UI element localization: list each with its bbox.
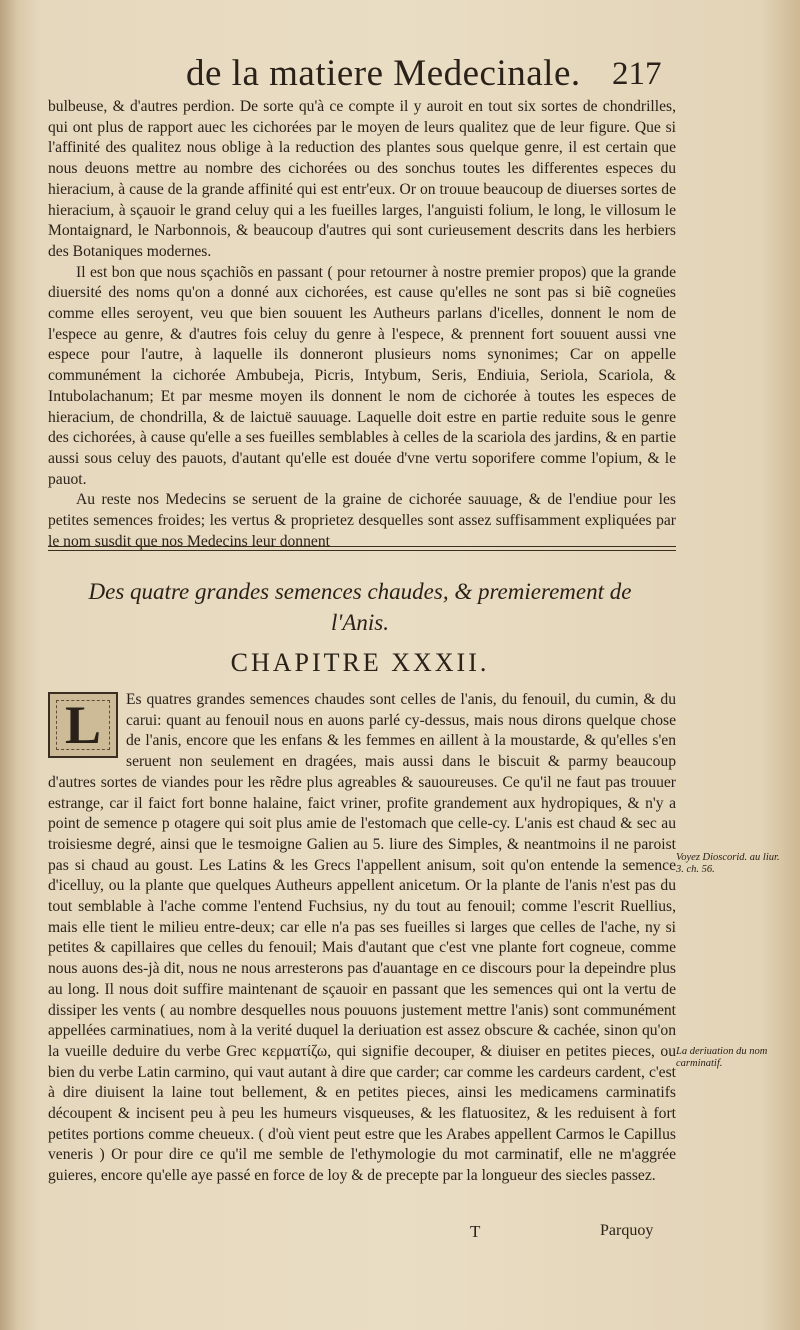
drop-cap-letter: L [64,694,102,755]
chapter-heading: CHAPITRE XXXII. [230,648,490,677]
page-number: 217 [612,56,662,92]
section-divider [48,546,676,551]
drop-cap-initial [48,692,118,758]
margin-note: La deriuation du nom carminatif. [676,1046,768,1069]
chapter-text-block [48,690,676,1187]
running-title: de la matiere Medecinale. [186,53,581,94]
catchword: Parquoy [600,1222,654,1239]
section-title: Des quatre grandes semences chaudes, & premierement de l'Anis. [88,579,632,635]
page-header [0,52,800,102]
top-text-block [48,97,676,552]
chapter-paragraph: Es quatres grandes semences chaudes sont celles de l'anis, du fenouil, du cumin, & du carui: quant au fenouil nous en auons parlé cy-dessus, mais nous dirons quelque chose de l'anis, encore que les enfans & les femmes en aillent à la moustarde, & qu'elles s'en seruent non seulement en dragées, mais aussi dans le biscuit & parmy beaucoup d'autres sortes de viandes pour les rẽdre plus agreables & sauoureuses. Ce qu'il ne faut pas trouuer estrange, car il faict fort bonne halaine, faict vriner, profite grandement aux hydropiques, & n'y a point de semence p otagere qui soit plus amie de l'estomach que celle-cy. L'anis est chaud & sec au troisiesme degré, ainsi que le tesmoigne Galien au 5. liure des Simples, & neantmoins il ne paroist pas si chaud au goust. Les Latins & les Grecs l'appellent anisum, soit qu'on entende la semence d'icelluy, ou la plante que quelques Autheurs appellent anicetum. Or la plante de l'anis n'est pas du tout semblable à l'ache comme l'entend Fuchsius, ny du tout au fenouil; comme l'escrit Ruellius, mais elle tient le milieu entre-deux; car elle n'a pas ses fueilles si larges que celles de l'ache, ny si petites & capillaires que celles du fenouil; Mais d'autant que c'est vne plante fort cogneue, comme nous auons des-jà dit, nous ne nous arresterons pas d'auantage en ce discours pour la depeindre plus au long. Il nous doit suffire maintenant de sçauoir en passant que les semences qui ont la vertu de dissiper les vents ( au nombre desquelles nous pouuons justement mettre l'anis) sont communément appellées carminatiues, nom à la verité duquel la deriuation est assez obscure & cachée, sinon qu'on la vueille deduire du verbe Grec κερματίζω, qui signifie decouper, & diuiser en petites pieces, ou bien du verbe Latin carmino, qui vaut autant à dire que carder; car comme les cardeurs cardent, c'est à dire diuisent la laine tout bellement, & en petites pieces, ainsi les medicamens carminatifs découpent & incisent peu à peu les humeurs visqueuses, & les flatuositez, & les reduisent à fort petites portions comme cheueux. ( d'où vient peut estre que les Arabes appellent Carmos le Capillus veneris ) Or pour dire ce qu'il me semble de l'ethymologie du mot carminatif, elle ne m'aggrée guieres, encore qu'elle aye passé en force de loy & de precepte par la longueur des siecles passez. [48,691,676,1185]
paragraph: bulbeuse, & d'autres perdion. De sorte qu'à ce compte il y auroit en tout six sortes de chondrilles, qui ont plus de rapport auec les cichorées par le moyen de leurs qualitez que de leur figure. Que si l'affinité des qualitez nous oblige à la reduction des plantes sous quelque genre, il est certain que nous deuons mettre au nombre des cichorées ou des sonchus toutes les differentes especes du hieracium, à cause de la grande affinité qui est entr'eux. Or on trouue beaucoup de diuerses sortes de hieracium, à sçauoir le grand celuy qui a les fueilles larges, l'anguisti folium, le long, le villosum le Montaignard, le Narbonnois, & beaucoup d'autres qui sont curieusement descrits dans les herbiers des Botaniques modernes. [48,98,676,260]
signature-mark: T [470,1222,481,1241]
margin-note: Voyez Dioscorid. au liur. 3. ch. 56. [676,852,780,875]
paragraph: Il est bon que nous sçachiõs en passant ( pour retourner à nostre premier propos) que la grande diuersité des noms qu'on a donné aux cichorées, est cause qu'elles ne sont pas si biẽ cogneües comme elles seroyent, veu que bien souuent les Autheurs parlans d'icelles, donnent le nom de l'espece au genre, & d'autres fois celuy du genre à l'espece, & prennent fort souuent aussi vne espece pour l'autre, à laquelle ils donneront plusieurs noms synonimes; Car on appelle communément la cichorée Ambubeja, Picris, Intybum, Seris, Endiuia, Seriola, Scariola, & Intubolachanum; Et par mesme moyen ils donnent le nom de cichorée à toutes les especes de hieracium, de chondrilla, & de laictuë sauuage. Laquelle doit estre en partie reduite sous le genre des cichorées, à cause qu'elle a ses fueilles semblables à celles de la scariola des jardins, & en partie aussi sous celuy des pauots, d'autant qu'elle est douée d'vne vertu soporifere comme l'opium, & le pauot. [48,263,676,488]
paragraph: Au reste nos Medecins se seruent de la graine de cichorée sauuage, & de l'endiue pour les petites semences froides; les vertus & proprietez desquelles sont assez suffisamment expliquées par le nom susdit que nos Medecins leur donnent [48,491,676,550]
